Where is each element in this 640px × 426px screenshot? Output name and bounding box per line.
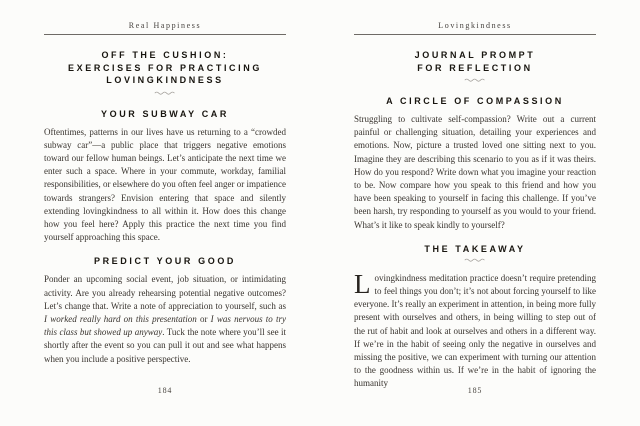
section-heading: YOUR SUBWAY CAR [100,108,229,119]
body-paragraph: Ponder an upcoming social event, job situation, or intimidating activity. Are you already rehearsing potential negative outcomes? Let’s change that. Write a note of appreciation to yourself, such as I worked really hard on this presentation or I was nervous to try this class but showed up anyway. Tuck the note where you’ll see it shortly after the event so you can pull it out and see what happens when you include a positive perspective. [44,274,286,364]
book-page-right [354,0,596,426]
section-heading: PREDICT YOUR GOOD [93,256,237,267]
chapter-heading-line: FOR REFLECTION [417,62,533,73]
page-number: 185 [467,386,483,395]
wave-ornament-icon [354,257,596,265]
body-paragraph: Oftentimes, patterns in our lives have us returning to a “crowded subway car”—a public place that triggers negative emotions toward our fellow human beings. Let’s anticipate the next time we enter such a space. Where in your commute, workday, familial responsibilities, or elsewhere do you often feel anger or impatience towards strangers? Envision entering that space and silently extending lovingkindness to all within it. How does this change how you feel here? Apply this practice the next time you find yourself approaching this space. [44,126,286,243]
header-rule [354,34,596,35]
header-rule [44,34,286,35]
running-head: Real Happiness [128,21,202,30]
takeaway-text: ovingkindness meditation practice doesn’t require pretending to feel things you don’t; it’s not about forcing yourself to like everyone. It’s really an experiment in attention, in being more fully present with ourselves and others, in being willing to step out of the rut of habit and look at ourselves and others in a different way. If we’re in the habit of seeing only the negative in ourselves and missing the positive, we can experiment with turning our attention to the goodness within us. If we’re in the habit of ignoring the humanity [354,272,596,389]
section-heading: A CIRCLE OF COMPASSION [386,96,564,106]
takeaway-paragraph [354,268,596,391]
book-page-left [44,0,286,426]
wave-ornament-icon [354,77,596,85]
chapter-heading-line: JOURNAL PROMPT [414,50,536,60]
running-head: Lovingkindness [438,21,512,30]
drop-cap: L [354,268,371,299]
chapter-heading-line: OFF THE CUSHION: [101,50,229,60]
chapter-heading-line: LOVINGKINDNESS [106,75,224,85]
chapter-heading-line: EXERCISES FOR PRACTICING [68,62,262,73]
body-paragraph: Struggling to cultivate self-compassion? Write out a current painful or challenging situation, detailing your experiences and emotions. Now, picture a trusted loved one sitting next to you. Imagine they are describing this scenario to you as if it was theirs. How do you respond? Write down what you imagine your reaction to be. Now compare how you speak to this friend and how you have been speaking to yourself in facing this challenge. If you’ve been harsh, try responding to yourself as you would to your friend. What’s it like to speak kindly to yourself? [354,114,596,230]
chapter-heading [354,49,596,74]
wave-ornament-icon [44,90,286,98]
page-number: 184 [157,386,173,395]
section-heading: THE TAKEAWAY [424,243,526,254]
chapter-heading [44,49,286,87]
